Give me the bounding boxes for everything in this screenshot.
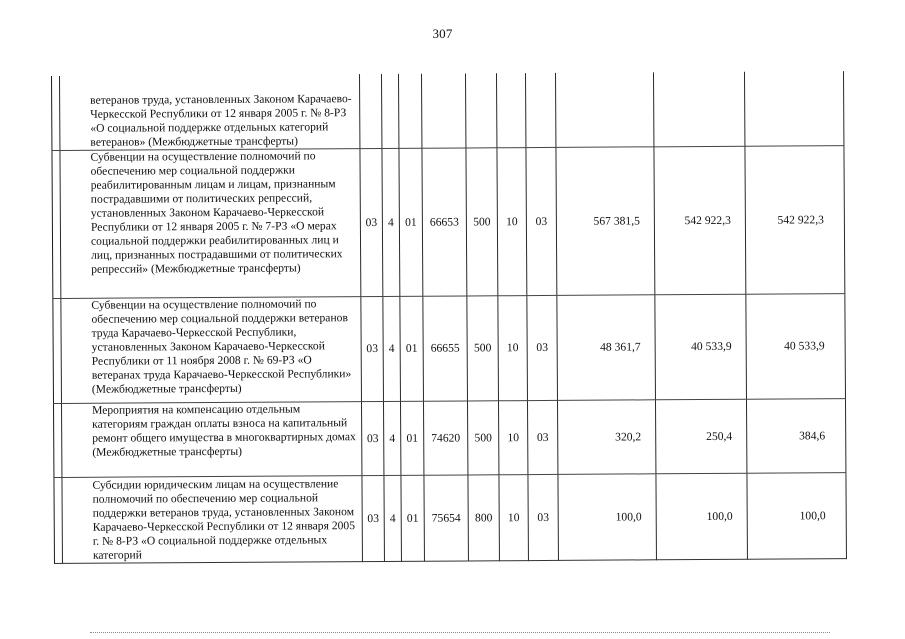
code-cell [465,73,496,148]
budget-table [51,71,847,564]
amount-cell: 100,0 [656,473,748,560]
table-row [54,473,847,564]
code-cell: 500 [467,401,498,475]
code-cell [359,74,381,149]
code-cell: 500 [466,148,498,296]
code-cell: 66655 [423,296,468,401]
amount-cell: 100,0 [747,473,847,560]
amount-cell: 542 922,3 [745,146,845,295]
amount-cell: 40 533,9 [746,294,846,400]
code-cell: 03 [362,475,385,561]
amount-cell: 567 381,5 [556,147,655,296]
code-cell: 500 [467,296,499,401]
row-name-cell: ветеранов труда, установленных Законом Карачаево-Черкесской Республики от 12 января 2005 г. № 8-РЗ «О социальной поддержке отдельных категорий ветеранов» (Межбюджетные трансферты) [59,74,359,150]
code-cell [421,73,465,148]
code-cell: 01 [399,148,423,296]
code-cell: 03 [527,400,557,474]
amount-cell: 250,4 [655,399,746,474]
code-cell: 10 [497,148,527,296]
code-cell: 4 [382,148,400,296]
code-cell: 10 [499,475,529,561]
amount-cell: 320,2 [557,400,655,475]
code-cell [381,74,398,149]
code-cell: 03 [526,147,557,295]
code-cell: 10 [498,296,528,401]
row-name-cell: Мероприятия на компенсацию отдельным категориям граждан оплаты взноса на капитальный ремонт общего имущества в многоквартирных домах (Межбюджетные трансферты) [62,402,362,478]
table-row [54,399,846,478]
code-cell: 03 [527,295,558,400]
code-cell: 01 [401,475,425,561]
row-name-cell: Субсидии юридическим лицам на осуществление полномочий по обеспечению мер социальной поддержки ветеранов труда, установленных Законом Карачаево-Черкесской Республики от 12 января 2005 г. № 8-РЗ «О социальной поддержке отдельных категорий [62,476,363,564]
amount-cell [555,72,653,147]
amount-cell: 384,6 [746,399,845,474]
amount-cell [653,72,744,147]
table-row [51,71,843,150]
code-cell: 74620 [423,401,467,475]
code-cell: 01 [400,296,424,401]
code-cell: 4 [383,296,401,401]
code-cell: 75654 [424,475,469,561]
scan-edge-line [90,632,830,633]
code-cell: 01 [400,401,423,475]
code-cell: 10 [498,401,527,475]
row-name-cell: Субвенции на осуществление полномочий по обеспечению мер социальной поддержки ветеранов труда Карачаево-Черкесской Республики, установленных Законом Карачаево-Черкесской Республики от 11 ноября 2008 г. № 69-РЗ «О ветеранах труда Карачаево-Черкесской Республики» (Межбюджетные трансферты) [61,297,362,404]
code-cell: 03 [361,296,384,401]
page-number: 307 [432,26,453,41]
code-cell [398,74,421,149]
table-row [52,146,845,299]
amount-cell: 40 533,9 [655,294,747,400]
amount-cell: 542 922,3 [654,146,746,295]
table-row [53,294,846,404]
amount-cell [744,71,843,146]
code-cell [525,73,555,148]
code-cell: 03 [528,474,559,560]
code-cell [496,73,525,148]
code-cell: 800 [468,475,500,561]
amount-cell: 48 361,7 [557,295,656,401]
code-cell: 03 [360,148,383,296]
code-cell: 4 [383,401,400,475]
code-cell: 66653 [422,148,467,296]
code-cell: 4 [384,475,402,561]
row-name-cell: Субвенции на осуществление полномочий по обеспечению мер социальной поддержки реабилитированным лицам и лицам, признанным пострадавшими от политических репрессий, установленных Законом Карачаево-Черкесской Республики от 12 января 2005 г. № 7-РЗ «О мерах социальной поддержки реабилитированных лиц и лиц, признанных пострадавшими от политических репрессий» (Межбюджетные трансферты) [60,149,361,299]
code-cell: 03 [361,401,383,475]
amount-cell: 100,0 [558,474,657,561]
